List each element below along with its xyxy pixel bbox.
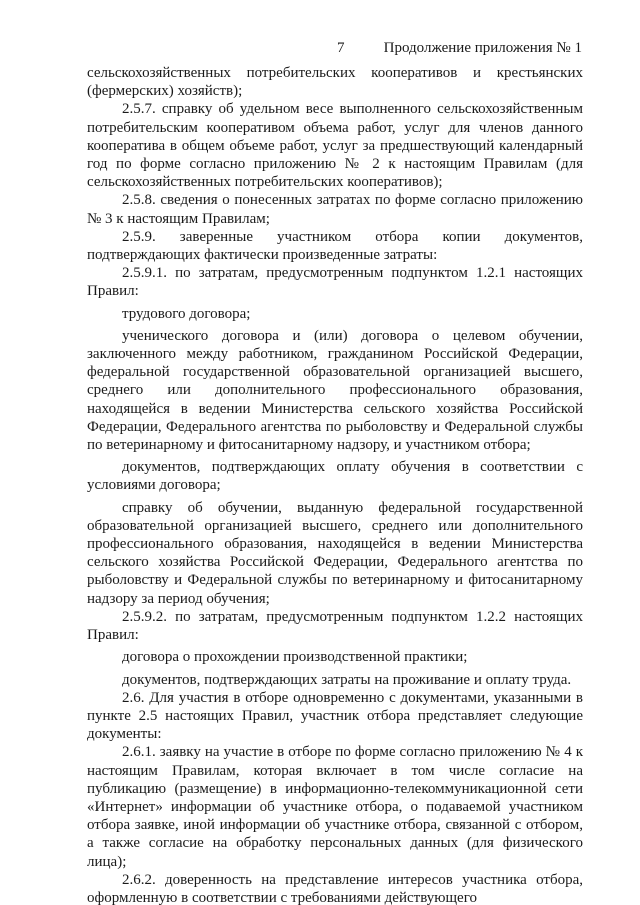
- paragraph-2-5-9: 2.5.9. заверенные участником отбора копии документов, подтверждающих фактически произведенные затраты:: [87, 228, 583, 264]
- paragraph-student-contract: ученического договора и (или) договора о целевом обучении, заключенного между работником, гражданином Российской Федерации, федеральной государственной образовательной организацией высшего, среднего или дополнительного профессионального образования, находящейся в ведении Министерства сельского хозяйства Российской Федерации, Федерального агентства по рыболовству и Федеральной службы по ветеринарному и фитосанитарному надзору, и участником отбора;: [87, 327, 583, 454]
- paragraph-2-6-2: 2.6.2. доверенность на представление интересов участника отбора, оформленную в соответствии с требованиями действующего: [87, 871, 583, 905]
- paragraph-2-6-1: 2.6.1. заявку на участие в отборе по форме согласно приложению № 4 к настоящим Правилам, которая включает в том числе согласие на публикацию (размещение) в информационно-телекоммуникационной сети «Интернет» информации об участнике отбора, о подаваемой участником отбора заявке, иной информации об участнике отбора, связанной с отбором, а также согласие на обработку персональных данных (для физического лица);: [87, 744, 583, 870]
- paragraph-continuation: сельскохозяйственных потребительских кооперативов и крестьянских (фермерских) хозяйств);: [87, 65, 583, 100]
- document-body: [87, 64, 583, 905]
- paragraph-payment-documents: документов, подтверждающих оплату обучения в соответствии с условиями договора;: [87, 459, 583, 494]
- paragraph-housing-labor-costs: документов, подтверждающих затраты на проживание и оплату труда.: [122, 671, 572, 688]
- paragraph-2-5-9-2: 2.5.9.2. по затратам, предусмотренным подпунктом 1.2.2 настоящих Правил:: [87, 608, 583, 644]
- paragraph-labor-contract: трудового договора;: [122, 305, 251, 322]
- paragraph-internship-contract: договора о прохождении производственной практики;: [122, 649, 468, 666]
- paragraph-2-5-8: 2.5.8. сведения о понесенных затратах по форме согласно приложению № 3 к настоящим Правилам;: [87, 192, 583, 227]
- appendix-continuation-title: Продолжение приложения № 1: [383, 40, 582, 56]
- paragraph-2-5-7: 2.5.7. справку об удельном весе выполненного сельскохозяйственным потребительским кооперативом объема работ, услуг для членов данного кооператива в общем объеме работ, услуг за предшествующий календарный год по форме согласно приложению № 2 к настоящим Правилам (для сельскохозяйственных потребительских кооперативов);: [87, 101, 583, 191]
- paragraph-training-certificate: справку об обучении, выданную федеральной государственной образовательной организацией высшего, среднего или дополнительного профессионального образования, находящейся в ведении Министерства сельского хозяйства Российской Федерации, Федерального агентства по рыболовству и Федеральной службы по ветеринарному и фитосанитарному надзору за период обучения;: [87, 499, 583, 607]
- paragraph-2-5-9-1: 2.5.9.1. по затратам, предусмотренным подпунктом 1.2.1 настоящих Правил:: [87, 265, 583, 300]
- page-number: 7: [337, 40, 345, 56]
- paragraph-2-6: 2.6. Для участия в отборе одновременно с документами, указанными в пункте 2.5 настоящих Правил, участник отбора представляет следующие документы:: [87, 689, 583, 743]
- page-header: [0, 40, 640, 62]
